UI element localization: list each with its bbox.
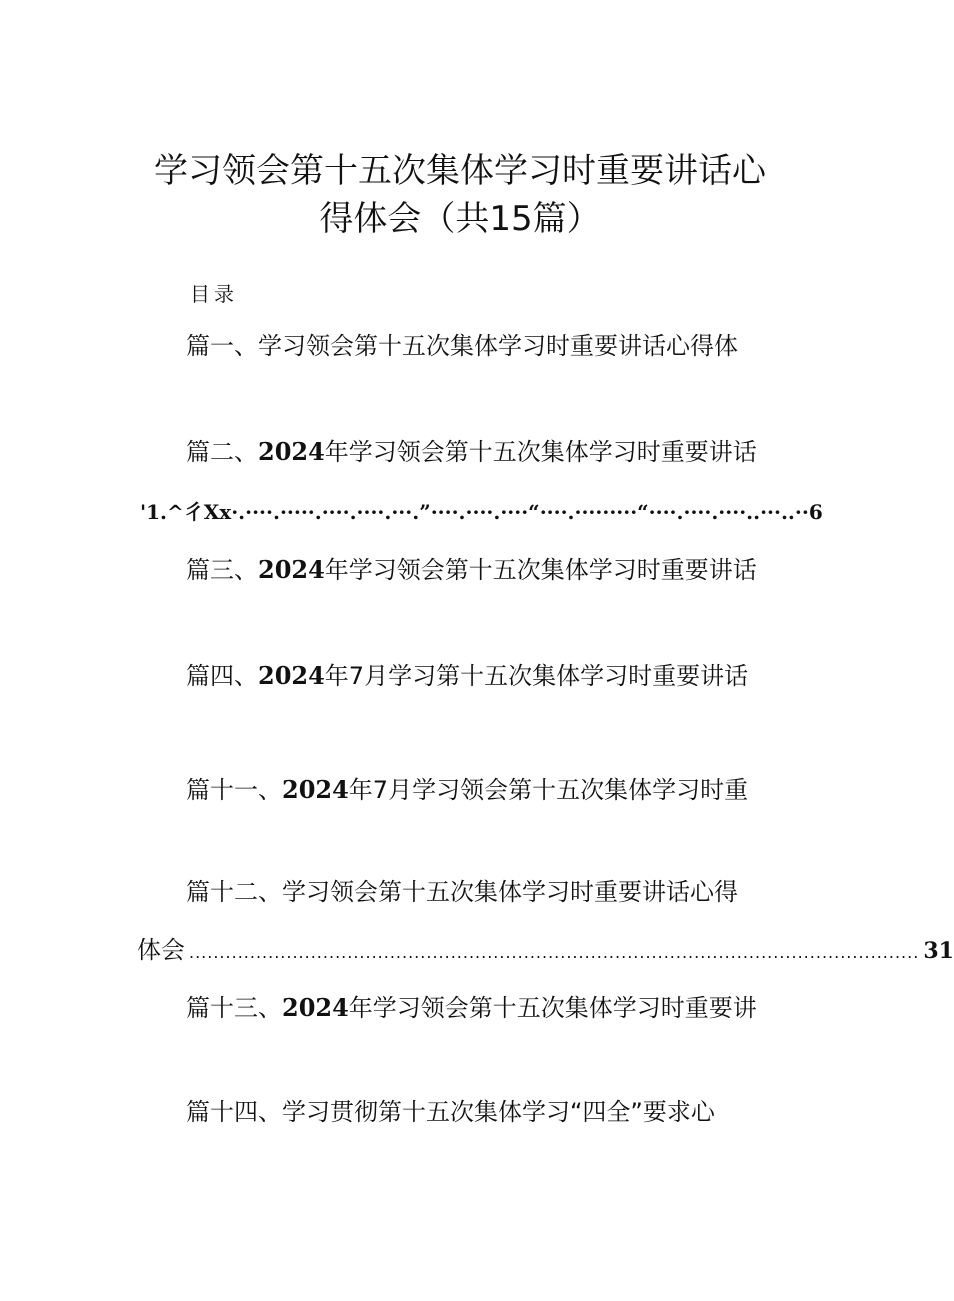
toc-entry[interactable] bbox=[186, 660, 748, 692]
toc-entry[interactable] bbox=[186, 992, 757, 1024]
toc-entry-prefix: 篇十四、 bbox=[186, 1098, 282, 1126]
toc-entry-year: 2024 bbox=[258, 661, 325, 690]
toc-entry-text: 年7月学习领会第十五次集体学习时重 bbox=[348, 776, 749, 804]
toc-entry-text: 年7月学习第十五次集体学习时重要讲话 bbox=[324, 662, 749, 690]
toc-entry-year: 2024 bbox=[282, 993, 349, 1022]
document-title-line-2: 得体会（共15篇） bbox=[319, 199, 601, 239]
toc-entry-text: 体会 bbox=[137, 936, 185, 964]
toc-entry-prefix: 篇三、 bbox=[186, 556, 258, 584]
toc-entry-prefix: 篇一、 bbox=[186, 332, 258, 360]
toc-entry-year: 2024 bbox=[258, 437, 325, 466]
toc-entry[interactable] bbox=[186, 330, 738, 362]
toc-entry-text: 年学习领会第十五次集体学习时重要讲 bbox=[348, 994, 757, 1022]
toc-entry[interactable] bbox=[186, 436, 757, 468]
toc-entry[interactable] bbox=[186, 1096, 715, 1128]
toc-entry-text: 学习领会第十五次集体学习时重要讲话心得体 bbox=[258, 332, 738, 360]
toc-entry-text: 学习领会第十五次集体学习时重要讲话心得 bbox=[282, 878, 738, 906]
toc-entry-text: 学习贯彻第十五次集体学习“四全”要求心 bbox=[282, 1098, 715, 1126]
toc-entry-prefix: 篇十三、 bbox=[186, 994, 282, 1022]
toc-entry-year: 2024 bbox=[282, 775, 349, 804]
toc-entry-continuation[interactable]: '1.^彳Xx·.····.·····.····.····.···.”····.····.····“····.·········“····.····.····..···..··6 bbox=[140, 500, 823, 524]
toc-dot-leader: ........................................................................................................................ bbox=[189, 943, 920, 962]
toc-entry[interactable] bbox=[186, 774, 748, 806]
toc-entry-text: 年学习领会第十五次集体学习时重要讲话 bbox=[324, 556, 757, 584]
toc-entry-continuation[interactable] bbox=[137, 934, 954, 969]
toc-entry-prefix: 篇十一、 bbox=[186, 776, 282, 804]
toc-entry-prefix: 篇四、 bbox=[186, 662, 258, 690]
toc-entry-prefix: 篇十二、 bbox=[186, 878, 282, 906]
toc-entry[interactable] bbox=[186, 876, 738, 908]
toc-entry[interactable] bbox=[186, 554, 757, 586]
toc-entry-text: 年学习领会第十五次集体学习时重要讲话 bbox=[324, 438, 757, 466]
toc-entry-prefix: 篇二、 bbox=[186, 438, 258, 466]
toc-entry-year: 2024 bbox=[258, 555, 325, 584]
toc-page-number: 31 bbox=[923, 938, 954, 964]
document-title-line-1: 学习领会第十五次集体学习时重要讲话心 bbox=[154, 151, 766, 191]
toc-heading: 目录 bbox=[190, 282, 238, 306]
